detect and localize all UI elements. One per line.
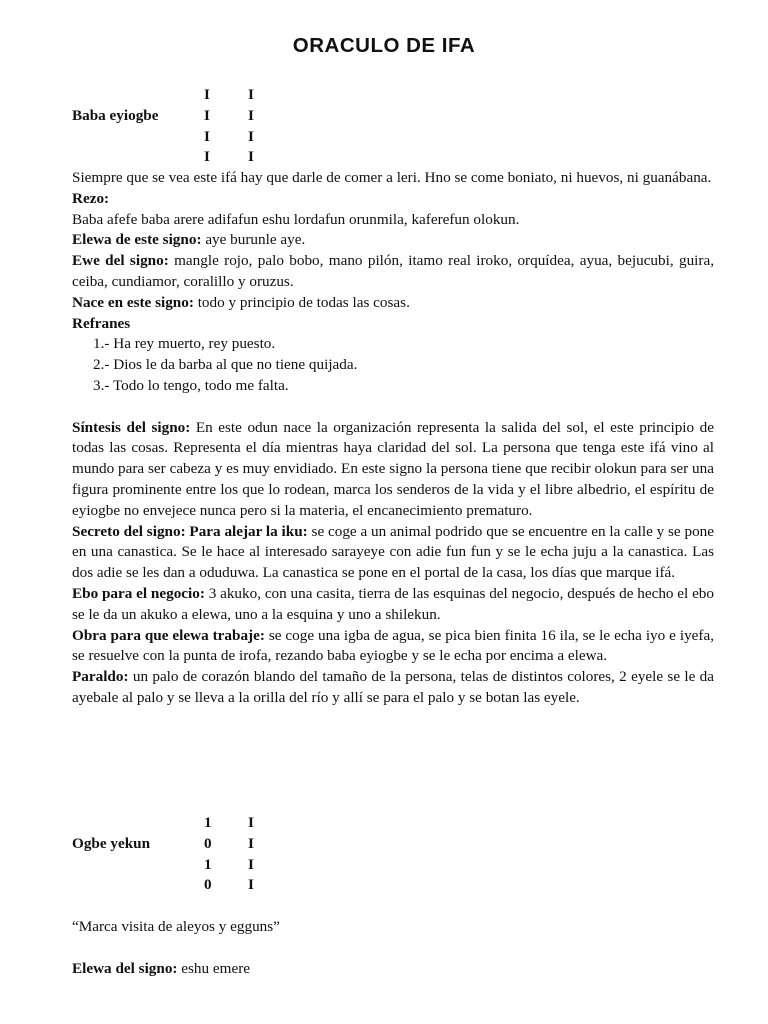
intro-paragraph: Siempre que se vea este ifá hay que darle de comer a leri. Hno se come boniato, ni huevos, ni guanábana. — [72, 169, 712, 186]
sintesis-paragraph — [72, 418, 714, 522]
ebo-paragraph — [72, 584, 714, 626]
elewa-paragraph — [72, 230, 714, 251]
sign-mark: I — [248, 86, 254, 103]
nace-label: Nace en este signo: — [72, 293, 194, 311]
sign-row — [72, 106, 332, 127]
refranes-list — [72, 334, 714, 396]
sintesis-label: Síntesis del signo: — [72, 418, 191, 436]
ebo-text: 3 akuko, con una casita, tierra de las esquinas del negocio, después de hecho el ebo se le da un akuko a elewa, uno a la esquina y uno a shilekun. — [72, 584, 714, 623]
obra-text: se coge una igba de agua, se pica bien finita 16 ila, se le echa iyo e iyefa, se resuelve con la punta de irofa, rezando baba eyiogbe y se le echa por encima a elewa. — [72, 626, 715, 665]
sign-mark: I — [204, 106, 210, 124]
sign-row — [72, 813, 332, 834]
elewa2-text: eshu emere — [177, 960, 251, 977]
nace-paragraph — [72, 293, 714, 314]
sign-mark: I — [248, 814, 254, 831]
sign-mark: I — [248, 148, 254, 166]
sign-mark: I — [204, 86, 210, 103]
sign-mark: I — [248, 855, 254, 873]
sign-figure-ogbe-yekun — [72, 813, 332, 896]
sintesis-text: En este odun nace la organización representa la salida del sol, el este principio de todas las cosas. Representa el día mientras haya claridad del sol. La persona que tenga este ifá vino al mundo para ser cabeza y es muy envidiado. En este signo la persona tiene que recibir olokun para ser una figura prominente entre los que lo rodean, marca los senderos de la vida y el libre albedrio, el espíritu de eyiogbe no envejece nunca pero si la materia, el encanecimiento prematuro. — [72, 418, 714, 519]
sign-mark: I — [204, 148, 210, 166]
secreto-label: Secreto del signo: Para alejar la iku: — [72, 522, 308, 540]
ewe-paragraph — [72, 251, 714, 293]
sign-mark: 1 — [204, 814, 212, 831]
sign-row — [72, 85, 332, 106]
sign-mark: I — [248, 876, 254, 894]
elewa2-paragraph — [72, 959, 714, 980]
refranes-heading — [72, 314, 714, 335]
list-item: 2.- Dios le da barba al que no tiene quijada. — [93, 356, 358, 374]
document-body — [72, 168, 714, 709]
paraldo-text: un palo de corazón blando del tamaño de la persona, telas de distintos colores, 2 eyele se le da ayebale al palo y se lleva a la orilla del río y allí se para el palo y se botan las eyele. — [72, 668, 714, 706]
elewa-text: aye burunle aye. — [201, 231, 306, 249]
sign-mark: 0 — [204, 834, 212, 852]
sign-name: Ogbe yekun — [72, 834, 151, 852]
secreto-text: se coge a un animal podrido que se encuentre en la calle y se pone en una canastica. Se le hace al interesado sarayeye con adie fun fun y se le echa juju a la canastica. Las dos adie se les dan a oduduwa. La canastica se pone en el portal de la casa, los días que marque ifá. — [72, 522, 714, 582]
sign-row — [72, 855, 332, 876]
obra-paragraph — [72, 626, 714, 668]
sign-row — [72, 127, 332, 148]
secreto-paragraph — [72, 522, 714, 584]
sign-mark: I — [248, 106, 254, 124]
list-item: 1.- Ha rey muerto, rey puesto. — [93, 335, 276, 353]
sign-row — [72, 834, 332, 855]
sign-mark: 1 — [204, 855, 212, 873]
obra-label: Obra para que elewa trabaje: — [72, 626, 265, 644]
ebo-label: Ebo para el negocio: — [72, 584, 205, 602]
list-item: 3.- Todo lo tengo, todo me falta. — [93, 376, 289, 394]
sign-mark: I — [204, 127, 210, 145]
sign-name: Baba eyiogbe — [72, 106, 159, 124]
sign-mark: I — [248, 127, 254, 145]
elewa2-label: Elewa del signo: — [72, 960, 178, 977]
page-title: ORACULO DE IFA — [292, 34, 476, 57]
ewe-text: mangle rojo, palo bobo, mano pilón, itamo real iroko, orquídea, ayua, bejucubi, guira, ceiba, cundiamor, coralillo y oruzus. — [72, 252, 714, 290]
refranes-label: Refranes — [72, 314, 131, 332]
elewa-label: Elewa de este signo: — [72, 231, 202, 249]
rezo-label: Rezo: — [72, 189, 110, 207]
rezo-heading — [72, 189, 714, 210]
sign-row — [72, 147, 332, 168]
sign-mark: 0 — [204, 876, 212, 894]
paraldo-label: Paraldo: — [72, 668, 129, 686]
sign-row — [72, 875, 332, 896]
sign-figure-baba-eyiogbe — [72, 85, 332, 168]
paraldo-paragraph — [72, 667, 714, 709]
rezo-text: Baba afefe baba arere adifafun eshu lordafun orunmila, kaferefun olokun. — [72, 210, 520, 228]
ewe-label: Ewe del signo: — [72, 252, 169, 270]
quote-line: “Marca visita de aleyos y egguns” — [72, 918, 280, 935]
sign-mark: I — [248, 834, 254, 852]
nace-text: todo y principio de todas las cosas. — [193, 293, 410, 311]
